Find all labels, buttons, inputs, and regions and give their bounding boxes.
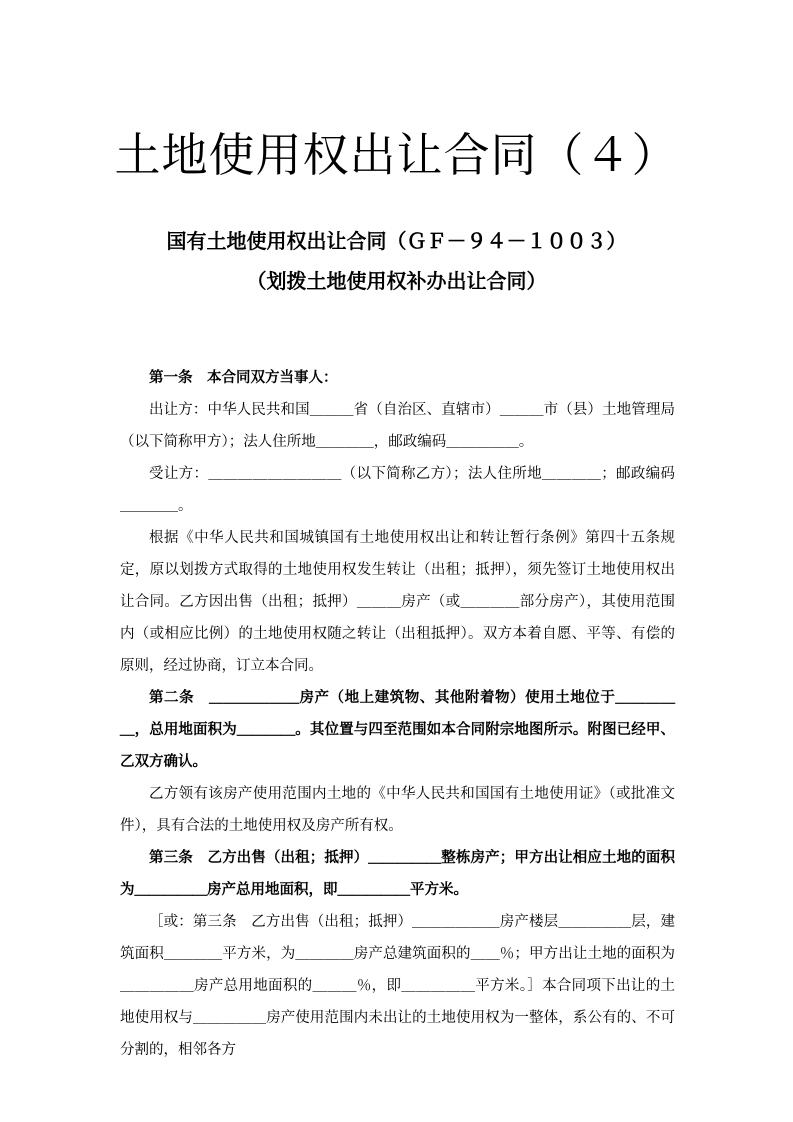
article-1-heading: 第一条 本合同双方当事人： <box>149 369 338 386</box>
article-3-alternative: ［或：第三条 乙方出售（出租；抵押）＿＿＿＿＿＿房产楼层＿＿＿＿＿层，建筑面积＿＿＿＿平方米，为＿＿＿＿房产总建筑面积的＿＿％；甲方出让土地的面积为＿＿＿＿＿房产总用地面积的＿＿＿％，即＿＿＿＿＿平方米。］本合同项下出让的土地使用权与＿＿＿＿＿房产使用范围内未出让的土地使用权为一整体，系公有的、不可分割的，相邻各方 <box>120 914 675 1058</box>
document-title: 土地使用权出让合同（４） <box>114 127 679 182</box>
article-2: 第二条 ＿＿＿＿＿＿房产（地上建筑物、其他附着物）使用土地位于＿＿＿＿＿，总用地面积为＿＿＿＿。其位置与四至范围如本合同附宗地图所示。附图已经甲、乙双方确认。 <box>120 689 675 770</box>
document-body <box>120 362 675 1066</box>
paragraph-transferor: 出让方：中华人民共和国＿＿＿省（自治区、直辖市）＿＿＿市（县）土地管理局（以下简称甲方）；法人住所地＿＿＿＿，邮政编码＿＿＿＿＿。 <box>120 402 675 450</box>
document-subtitle-note: （划拨土地使用权补办出让合同） <box>246 269 547 293</box>
paragraph-transferee: 受让方：＿＿＿＿＿＿＿＿＿（以下简称乙方）；法人住所地＿＿＿＿；邮政编码＿＿＿＿。 <box>120 466 675 514</box>
paragraph-certificate: 乙方领有该房产使用范围内土地的《中华人民共和国国有土地使用证》（或批准文件），具有合法的土地使用权及房产所有权。 <box>120 786 675 834</box>
article-3: 第三条 乙方出售（出租；抵押）＿＿＿＿＿整栋房产；甲方出让相应土地的面积为＿＿＿＿＿房产总用地面积，即＿＿＿＿＿平方米。 <box>120 849 675 898</box>
paragraph-basis: 根据《中华人民共和国城镇国有土地使用权出让和转让暂行条例》第四十五条规定，原以划拨方式取得的土地使用权发生转让（出租；抵押），须先签订土地使用权出让合同。乙方因出售（出租；抵押）＿＿＿房产（或＿＿＿＿部分房产），其使用范围内（或相应比例）的土地使用权随之转让（出租抵押）。双方本着自愿、平等、有偿的原则，经过协商，订立本合同。 <box>120 530 675 674</box>
document-subtitle: 国有土地使用权出让合同（ＧＦ－９４－１００３） <box>166 229 627 253</box>
